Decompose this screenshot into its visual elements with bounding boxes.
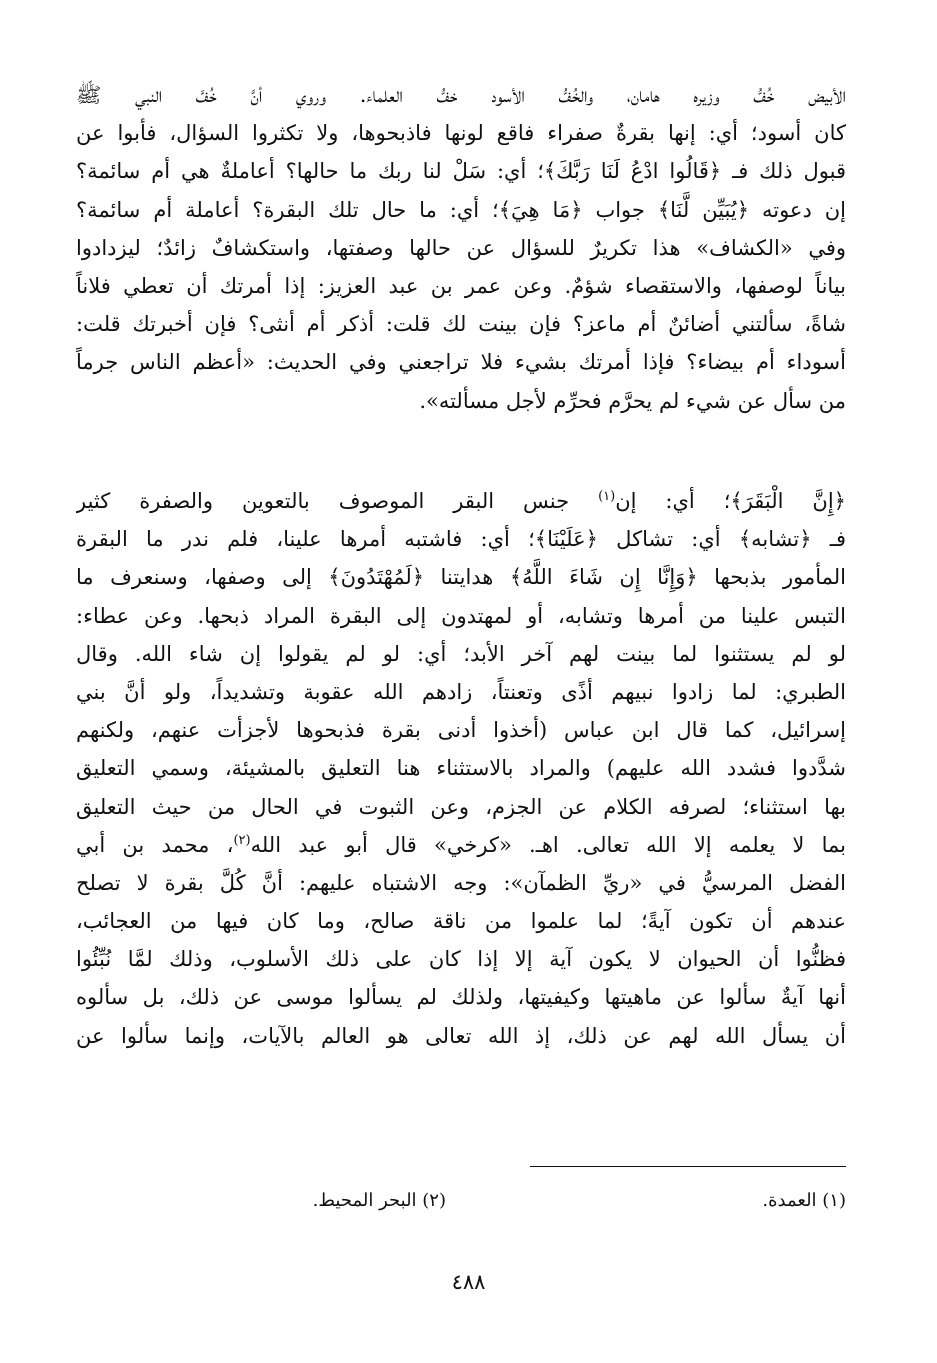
text-line: الأبيض خُفُّ وزيره هامان، والخُفُّ الأسود خفُّ العلماء. وروي أنَّ خُفَّ النبي ﷺ — [76, 83, 846, 107]
text-line: فـ ﴿تشابه﴾ أي: تشاكل ﴿عَلَيْنَا﴾؛ أي: فاشتبه أمرها علينا، فلم ندر ما البقرة — [76, 527, 846, 552]
page-number: ٤٨٨ — [451, 1270, 486, 1294]
line-text: بما لا يعلمه إلا الله تعالى. اهـ. «كرخي» قال أبو عبد الله — [250, 832, 846, 857]
footnote-ref-2: (٢) — [233, 832, 251, 848]
text-line — [76, 826, 846, 864]
text-line: لو لم يستثنوا لما بينت لهم آخر الأبد؛ أي: لو لم يقولوا إن شاء الله. وقال — [76, 641, 846, 666]
text-line: بها استثناء؛ لصرفه الكلام عن الجزم، وعن الثبوت في الحال من حيث التعليق — [76, 794, 846, 819]
text-line — [76, 482, 846, 520]
text-line: الفضل المرسيُّ في «ريِّ الظمآن»: وجه الاشتباه عليهم: أنَّ كُلَّ بقرة لا تصلح — [76, 870, 846, 895]
footnote-divider — [530, 1166, 846, 1167]
text-line: الطبري: لما زادوا نبيهم أذًى وتعنتاً، زادهم الله عقوبة وتشديداً، ولو أنَّ بني — [76, 679, 846, 704]
text-line: شدَّدوا فشدد الله عليهم) والمراد بالاستثناء هنا التعليق بالمشيئة، وسمي التعليق — [76, 756, 846, 781]
line-text: ، محمد بن أبي — [76, 832, 234, 857]
text-line: بياناً لوصفها، والاستقصاء شؤمٌ. وعن عمر بن عبد العزيز: إذا أمرتك أن تعطي فلاناً — [76, 273, 846, 298]
text-line: من سأل عن شيء لم يحرَّم فحرِّم لأجل مسألته». — [419, 388, 846, 413]
text-line: أنها آيةٌ سألوا عن ماهيتها وكيفيتها، ولذلك لم يسألوا موسى عن ذلك، بل سألوه — [76, 985, 846, 1010]
text-line: كان أسود؛ أي: إنها بقرةٌ صفراء فاقع لونها فاذبحوها، ولا تكثروا السؤال، فأبوا عن — [76, 121, 846, 146]
text-line: وفي «الكشاف» هذا تكريرٌ للسؤال عن حالها وصفتها، واستكشافٌ زائدٌ؛ ليزدادوا — [76, 235, 846, 260]
text-line: أن يسأل الله لهم عن ذلك، إذ الله تعالى هو العالم بالآيات، وإنما سألوا عن — [76, 1023, 846, 1048]
line-text: ﴿إِنَّ الْبَقَرَ﴾؛ أي: إن — [615, 489, 846, 513]
text-line: إن دعوته ﴿يُبَيِّن لَّنَا﴾ جواب ﴿مَا هِيَ﴾؛ أي: ما حال تلك البقرة؟ أعاملة أم سائمة؟ — [76, 197, 846, 222]
text-line: عندهم أن تكون آيةً؛ لما علموا من ناقة صالح، وما كان فيها من العجائب، — [76, 909, 846, 934]
paragraph-1 — [76, 76, 846, 420]
text-line: المأمور بذبحها ﴿وَإِنَّا إِن شَاءَ اللَّهُ﴾ هدايتنا ﴿لَمُهْتَدُونَ﴾ إلى وصفها، وسنعرف ما — [76, 565, 846, 590]
text-line: قبول ذلك فـ ﴿قَالُوا ادْعُ لَنَا رَبَّكَ﴾؛ أي: سَلْ لنا ربك ما حالها؟ أعاملةٌ هي أم سائمة؟ — [76, 159, 846, 184]
footnote-1: (١) العمدة. — [762, 1190, 846, 1211]
paragraph-2 — [76, 482, 846, 1055]
footnote-2: (٢) البحر المحيط. — [312, 1190, 446, 1211]
text-line: التبس علينا من أمرها وتشابه، أو لمهتدون إلى البقرة المراد ذبحها. وعن عطاء: — [76, 603, 846, 628]
footnotes — [76, 1186, 846, 1216]
text-line: إسرائيل، كما قال ابن عباس (أخذوا أدنى بقرة فذبحوها لأجزأت عنهم، ولكنهم — [76, 718, 846, 743]
line-text: جنس البقر الموصوف بالتعوين والصفرة كثير — [76, 489, 599, 513]
footnote-ref-1: (١) — [598, 489, 616, 504]
text-line: شاةً، سألتني أضائنٌ أم ماعز؟ فإن بينت لك قلت: أذكر أم أنثى؟ فإن أخبرتك قلت: — [76, 312, 846, 337]
text-line: أسوداء أم بيضاء؟ فإذا أمرتك بشيء فلا تراجعني وفي الحديث: «أعظم الناس جرماً — [76, 350, 846, 375]
text-line: فظنُّوا أن الحيوان لا يكون آية إلا إذا كان على ذلك الأسلوب، وذلك لمَّا نُبِّئُوا — [76, 947, 846, 972]
